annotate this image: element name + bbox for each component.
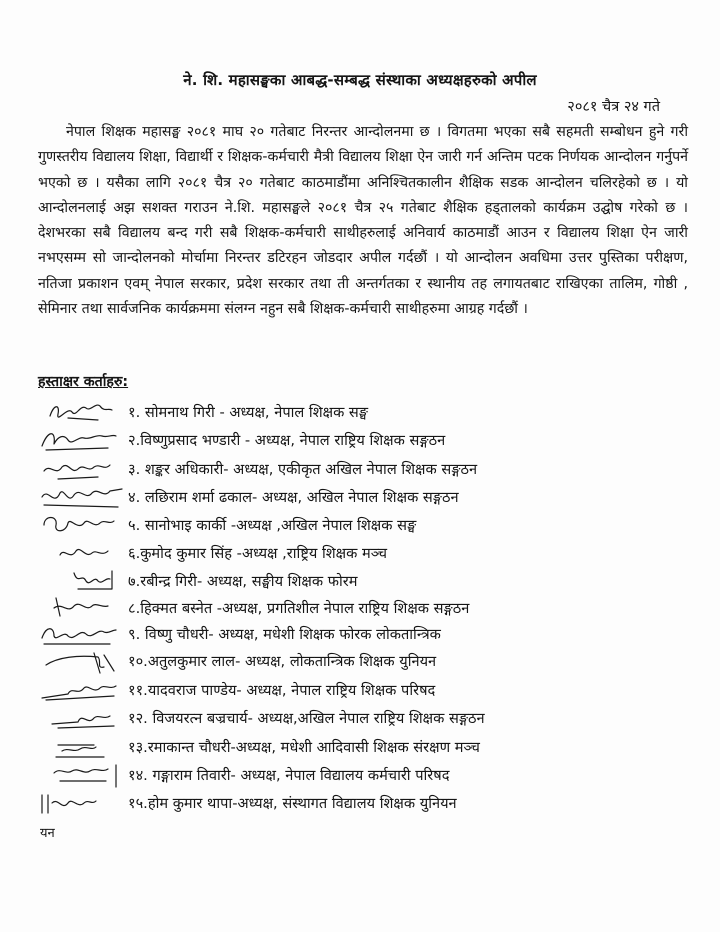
signer-text: ६.कुमोद कुमार सिंह -अध्यक्ष ,राष्ट्रिय शिक्षक मञ्च bbox=[128, 545, 388, 562]
signer-row bbox=[38, 676, 688, 704]
trailing-text: यन bbox=[40, 826, 55, 841]
appeal-body bbox=[38, 120, 688, 322]
signer-row bbox=[38, 567, 688, 595]
signer-text: १. सोमनाथ गिरी - अध्यक्ष, नेपाल शिक्षक सङ्घ bbox=[128, 404, 369, 421]
signer-row bbox=[38, 733, 688, 761]
document-date: २०८१ चैत्र २४ गते bbox=[567, 99, 660, 115]
signer-row bbox=[38, 455, 688, 483]
signature-image bbox=[38, 567, 118, 595]
signer-row bbox=[38, 761, 688, 789]
document-title: ने. शि. महासङ्घका आबद्ध-सम्बद्ध संस्थाका अध्यक्षहरुको अपील bbox=[183, 71, 537, 89]
signer-text: २.विष्णुप्रसाद भण्डारी - अध्यक्ष, नेपाल राष्ट्रिय शिक्षक सङ्गठन bbox=[128, 432, 446, 449]
signature-image bbox=[38, 620, 118, 648]
signer-row bbox=[38, 594, 688, 622]
signer-text: ५. सानोभाइ कार्की -अध्यक्ष ,अखिल नेपाल शिक्षक सङ्घ bbox=[128, 517, 417, 534]
signer-row bbox=[38, 398, 688, 426]
signer-text: ७.रबीन्द्र गिरी- अध्यक्ष, सङ्घीय शिक्षक फोरम bbox=[128, 573, 358, 590]
signer-text: १३.रमाकान्त चौधरी-अध्यक्ष, मधेशी आदिवासी शिक्षक संरक्षण मञ्च bbox=[128, 739, 480, 756]
signer-row bbox=[38, 620, 688, 648]
signature-image bbox=[38, 594, 118, 622]
signer-text: १४. गङ्गाराम तिवारी- अध्यक्ष, नेपाल विद्यालय कर्मचारी परिषद bbox=[128, 767, 450, 784]
signature-image bbox=[38, 483, 126, 511]
signer-text: १०.अतुलकुमार लाल- अध्यक्ष, लोकतान्त्रिक शिक्षक युनियन bbox=[128, 653, 437, 670]
signer-text: १२. विजयरत्न बज्रचार्य- अध्यक्ष,अखिल नेपाल राष्ट्रिय शिक्षक सङ्गठन bbox=[128, 710, 485, 727]
signature-image bbox=[38, 511, 118, 539]
signature-image bbox=[38, 761, 118, 789]
signer-text: ८.हिक्मत बस्नेत -अध्यक्ष, प्रगतिशील नेपाल राष्ट्रिय शिक्षक सङ्गठन bbox=[128, 600, 470, 617]
signature-image bbox=[38, 789, 118, 817]
signer-row bbox=[38, 426, 688, 454]
signer-row bbox=[38, 704, 688, 732]
signer-text: ११.यादवराज पाण्डेय- अध्यक्ष, नेपाल राष्ट्रिय शिक्षक परिषद bbox=[128, 682, 436, 699]
signer-row bbox=[38, 647, 688, 675]
signature-image bbox=[38, 539, 118, 567]
signature-image bbox=[38, 426, 118, 454]
signature-image bbox=[38, 647, 118, 675]
signer-row bbox=[38, 483, 688, 511]
signer-text: ९. विष्णु चौधरी- अध्यक्ष, मधेशी शिक्षक फोरक लोकतान्त्रिक bbox=[128, 626, 441, 643]
signer-row bbox=[38, 789, 688, 817]
signer-text: ३. शङ्कर अधिकारी- अध्यक्ष, एकीकृत अखिल नेपाल शिक्षक सङ्गठन bbox=[128, 461, 478, 478]
signature-image bbox=[38, 733, 118, 761]
signature-image bbox=[38, 704, 118, 732]
signer-text: ४. लछिराम शर्मा ढकाल- अध्यक्ष, अखिल नेपाल शिक्षक सङ्गठन bbox=[128, 489, 459, 506]
signer-row bbox=[38, 511, 688, 539]
signer-row bbox=[38, 539, 688, 567]
signer-text: १५.होम कुमार थापा-अध्यक्ष, संस्थागत विद्यालय शिक्षक युनियन bbox=[128, 795, 457, 812]
signature-image bbox=[38, 398, 118, 426]
signature-image bbox=[38, 676, 118, 704]
signature-image bbox=[38, 455, 118, 483]
signers-heading: हस्ताक्षर कर्ताहरु: bbox=[38, 374, 129, 390]
appeal-paragraph: नेपाल शिक्षक महासङ्घ २०८१ माघ २० गतेबाट निरन्तर आन्दोलनमा छ । विगतमा भएका सबै सहमती सम्बोधन हुने गरी गुणस्तरीय विद्यालय शिक्षा, विद्यार्थी र शिक्षक-कर्मचारी मैत्री विद्यालय शिक्षा ऐन जारी गर्न अन्तिम पटक निर्णयक आन्दोलन गर्नुपर्ने भएको छ । यसैका लागि २०८१ चैत्र २० गतेबाट काठमाडौंमा अनिश्चितकालीन शैक्षिक सडक आन्दोलन चलिरहेको छ । यो आन्दोलनलाई अझ सशक्त गराउन ने.शि. महासङ्घले २०८१ चैत्र २५ गतेबाट शैक्षिक हड्तालको कार्यक्रम उद्घोष गरेको छ । देशभरका सबै विद्यालय बन्द गरी सबै शिक्षक-कर्मचारी साथीहरुलाई अनिवार्य काठमाडौं आउन र विद्यालय शिक्षा ऐन जारी नभएसम्म सो जान्दोलनको मोर्चामा निरन्तर डटिरहन जोडदार अपील गर्दछौं । यो आन्दोलन अवधिमा उत्तर पुस्तिका परीक्षण, नतिजा प्रकाशन एवम् नेपाल सरकार, प्रदेश सरकार तथा ती अन्तर्गतका र स्थानीय तह लगायतबाट राखिएका तालिम, गोष्ठी , सेमिनार तथा सार्वजनिक कार्यक्रममा संलग्न नहुन सबै शिक्षक-कर्मचारी साथीहरुमा आग्रह गर्दछौं । bbox=[38, 124, 688, 318]
